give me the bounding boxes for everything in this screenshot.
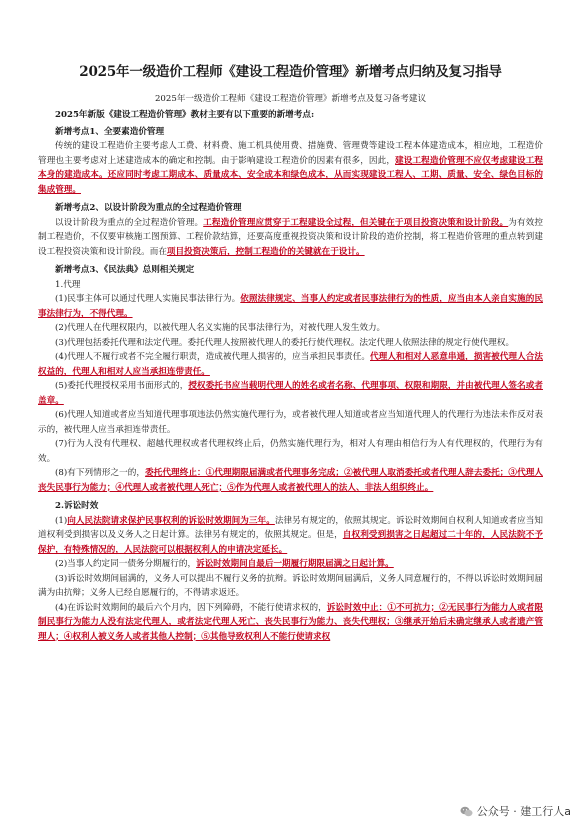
agency-item-7: (7)行为人没有代理权、超越代理权或者代理权终止后，仍然实施代理行为，相对人有理由相信行为人有代理权的，代理行为有效。 [38, 439, 543, 464]
highlight-text: 建设工程造价管理不应仅考虑建设工程本身的建造成本。还应同时考虑工期成本、质量成本、安全成本和绿色成本，从而实现建设工程人、工期、质量、安全、绿色目标的集成管理。 [38, 155, 543, 195]
highlight-text: 授权委托书应当载明代理人的姓名或者名称、代理事项、权限和期限，并由被代理人签名或者盖章。 [38, 381, 543, 406]
agency-item-8 [38, 466, 543, 495]
subsection-agency: 1.代理 [55, 279, 81, 290]
section-1-heading: 新增考点1、全要素造价管理 [55, 126, 165, 137]
watermark [460, 803, 571, 819]
plain-text: (4)代理人不履行或者不完全履行职责，造成被代理人损害的，应当承担民事责任。 [55, 352, 371, 362]
highlight-text: 诉讼时效中止：①不可抗力；②无民事行为能力人或者限制民事行为能力人没有法定代理人，或者法定代理人死亡、丧失民事行为能力、丧失代理权；③继承开始后未确定继承人或者遗产管理人；④权利人被义务人或者其他人控制；⑤其他导致权利人不能行使请求权 [38, 602, 543, 642]
highlight-text: 工程造价管理应贯穿于工程建设全过程，但关键在于项目投资决策和设计阶段。 [203, 217, 509, 228]
plain-text: (1)民事主体可以通过代理人实施民事法律行为。 [55, 294, 241, 304]
agency-item-2: (2)代理人在代理权限内，以被代理人名义实施的民事法律行为，对被代理人发生效力。 [55, 323, 386, 333]
plain-text: (8)有下列情形之一的， [55, 468, 146, 478]
limitation-item-4 [38, 601, 543, 645]
section-2-heading: 新增考点2、以设计阶段为重点的全过程造价管理 [55, 203, 242, 213]
limitation-item-2 [38, 557, 543, 572]
plain-text: (1) [55, 515, 68, 526]
limitation-item-1 [38, 514, 543, 558]
agency-item-5 [38, 379, 543, 408]
highlight-text: 项目投资决策后，控制工程造价的关键就在于设计。 [166, 246, 365, 257]
highlight-text: 自权利受到损害之日起超过二十年的，人民法院不予保护，有特殊情况的，人民法院可以根据权利人的申请决定延长。 [38, 530, 543, 555]
subsection-limitation: 2.诉讼时效 [55, 501, 99, 511]
limitation-item-3: (3)诉讼时效期间届满的，义务人可以提出不履行义务的抗辩。诉讼时效期间届满后，义务人同意履行的，不得以诉讼时效期间届满为由抗辩；义务人已经自愿履行的，不得请求返还。 [38, 573, 543, 598]
agency-item-1 [38, 292, 543, 321]
plain-text: 传统的建设工程造价主要考虑人工费、材料费、施工机具使用费、措施费、管理费等建设工程本体建造成本，相应地，工程造价管理也主要考虑对上述建造成本的确定和控制。由于影响建设工程造价的因素有很多，因此， [38, 141, 543, 166]
highlight-text: 委托代理终止：①代理期限届满或者代理事务完成；②被代理人取消委托或者代理人辞去委托；③代理人丧失民事行为能力；④代理人或者被代理人死亡；⑤作为代理人或者被代理人的法人、非法人组织终止。 [38, 468, 543, 493]
plain-text: (2)当事人约定同一债务分期履行的， [55, 559, 197, 569]
page-subtitle: 2025年一级造价工程师《建设工程造价管理》新增考点及复习备考建议 [154, 94, 427, 104]
plain-text: 为有效控制工程造价，不仅要审核施工图预算、工程价款结算，还要高度重视投资决策和设计阶段的造价控制，将工程造价管理的重点转到建设工程投资决策和设计阶段。而在 [38, 217, 543, 257]
highlight-text: 诉讼时效期间自最后一期履行期限届满之日起计算。 [196, 559, 394, 569]
document-page [38, 60, 543, 644]
plain-text: (4)在诉讼时效期间的最后六个月内，因下列障碍，不能行使请求权的， [55, 602, 327, 613]
intro-text: 2025年新版《建设工程造价管理》教材主要有以下重要的新增考点: [55, 110, 315, 120]
wechat-icon [460, 806, 473, 817]
plain-text: 以设计阶段为重点的全过程造价管理。 [55, 217, 204, 228]
agency-item-6: (6)代理人知道或者应当知道代理事项违法仍然实施代理行为，或者被代理人知道或者应当知道代理人的代理行为违法未作反对表示的，被代理人应当承担连带责任。 [38, 410, 543, 435]
plain-text: (5)委托代理授权采用书面形式的， [55, 381, 189, 391]
agency-item-4 [38, 350, 543, 379]
highlight-text: 代理人和相对人恶意串通，损害被代理人合法权益的，代理人和相对人应当承担连带责任。 [38, 352, 543, 377]
highlight-text: 依照法律规定、当事人约定或者民事法律行为的性质，应当由本人亲自实施的民事法律行为，不得代理。 [38, 294, 543, 319]
section-3-heading: 新增考点3、《民法典》总则相关规定 [55, 265, 195, 275]
section-1-paragraph [38, 139, 543, 197]
agency-item-3: (3)代理包括委托代理和法定代理。委托代理人按照被代理人的委托行使代理权。法定代理人依照法律的规定行使代理权。 [55, 337, 515, 348]
page-title: 2025年一级造价工程师《建设工程造价管理》新增考点归纳及复习指导 [79, 64, 502, 80]
watermark-text: 公众号 · 建工行人a [476, 805, 571, 818]
section-2-paragraph [38, 216, 543, 260]
highlight-text: 向人民法院请求保护民事权利的诉讼时效期间为三年。 [67, 515, 275, 526]
plain-text: 法律另有规定的，依照其规定。诉讼时效期间自权利人知道或者应当知道权利受到损害以及义务人之日起计算。法律另有规定的，依照其规定。但是， [38, 515, 543, 540]
